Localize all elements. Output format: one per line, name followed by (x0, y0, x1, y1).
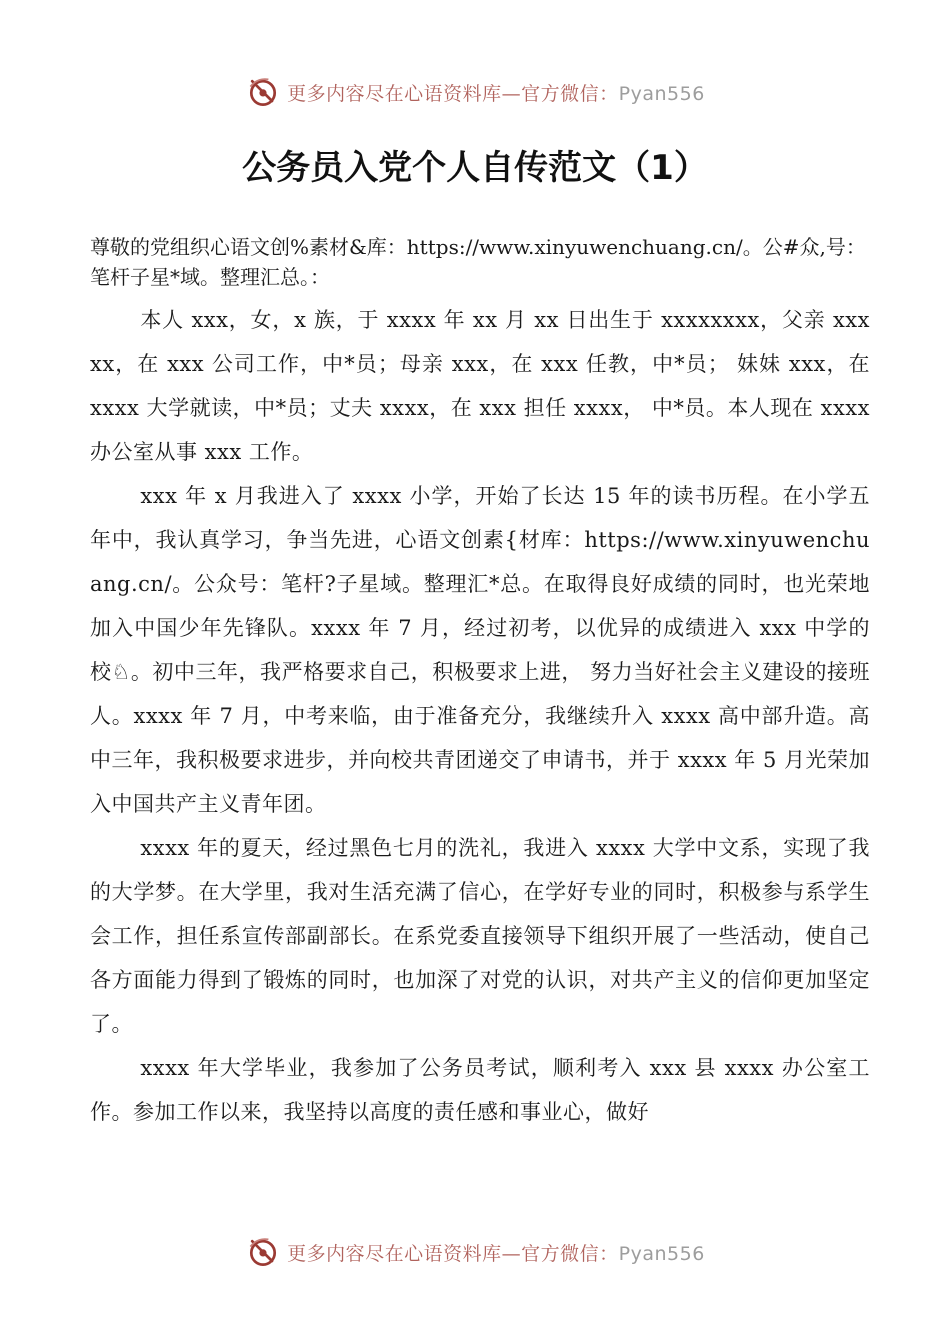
footer-wechat-id: Pyan556 (618, 1242, 705, 1265)
footer-banner (0, 1232, 950, 1272)
header-banner-text: 更多内容尽在心语资料库—官方微信：Pyan556 (287, 82, 705, 105)
paragraph-3: xxxx 年的夏天，经过黑色七月的洗礼，我进入 xxxx 大学中文系，实现了我的大学梦。在大学里，我对生活充满了信心，在学好专业的同时，积极参与系学生会工作，担任系宣传部副部长。在系党委直接领导下组织开展了一些活动，使自己各方面能力得到了锻炼的同时，也加深了对党的认识，对共产主义的信仰更加坚定了。 (90, 836, 870, 1036)
header-banner (0, 72, 950, 112)
brand-logo-icon (245, 1234, 281, 1270)
document-title: 公务员入党个人自传范文（1） (242, 148, 708, 188)
paragraph-4: xxxx 年大学毕业，我参加了公务员考试，顺利考入 xxx 县 xxxx 办公室工作。参加工作以来，我坚持以高度的责任感和事业心，做好 (90, 1056, 870, 1124)
header-wechat-id: Pyan556 (618, 82, 705, 105)
paragraph-1: 本人 xxx，女，x 族，于 xxxx 年 xx 月 xx 日出生于 xxxxxxxx，父亲 xxxxx，在 xxx 公司工作，中*员；母亲 xxx，在 xxx 任教，中*员； 妹妹 xxx，在 xxxx 大学就读，中*员；丈夫 xxxx，在 xxx 担任 xxxx， 中*员。本人现在 xxxx 办公室从事 xxx 工作。 (90, 308, 870, 464)
brand-logo-icon (245, 74, 281, 110)
salutation: 尊敬的党组织心语文创%素材&库：https://www.xinyuwenchuang.cn/。公#众,号：笔杆子星*域。整理汇总。： (90, 235, 866, 289)
paragraph-2: xxx 年 x 月我进入了 xxxx 小学，开始了长达 15 年的读书历程。在小学五年中，我认真学习，争当先进，心语文创素{材库：https://www.xinyuwenchuang.cn/。公众号：笔杆?子星域。整理汇*总。在取得良好成绩的同时，也光荣地加入中国少年先锋队。xxxx 年 7 月，经过初考，以优异的成绩进入 xxx 中学的校♘。初中三年，我严格要求自己，积极要求上进， 努力当好社会主义建设的接班人。xxxx 年 7 月，中考来临，由于准备充分，我继续升入 xxxx 高中部升造。高中三年，我积极要求进步，并向校共青团递交了申请书，并于 xxxx 年 5 月光荣加入中国共产主义青年团。 (90, 484, 870, 816)
document-body (90, 232, 870, 1134)
footer-banner-text: 更多内容尽在心语资料库—官方微信：Pyan556 (287, 1242, 705, 1265)
